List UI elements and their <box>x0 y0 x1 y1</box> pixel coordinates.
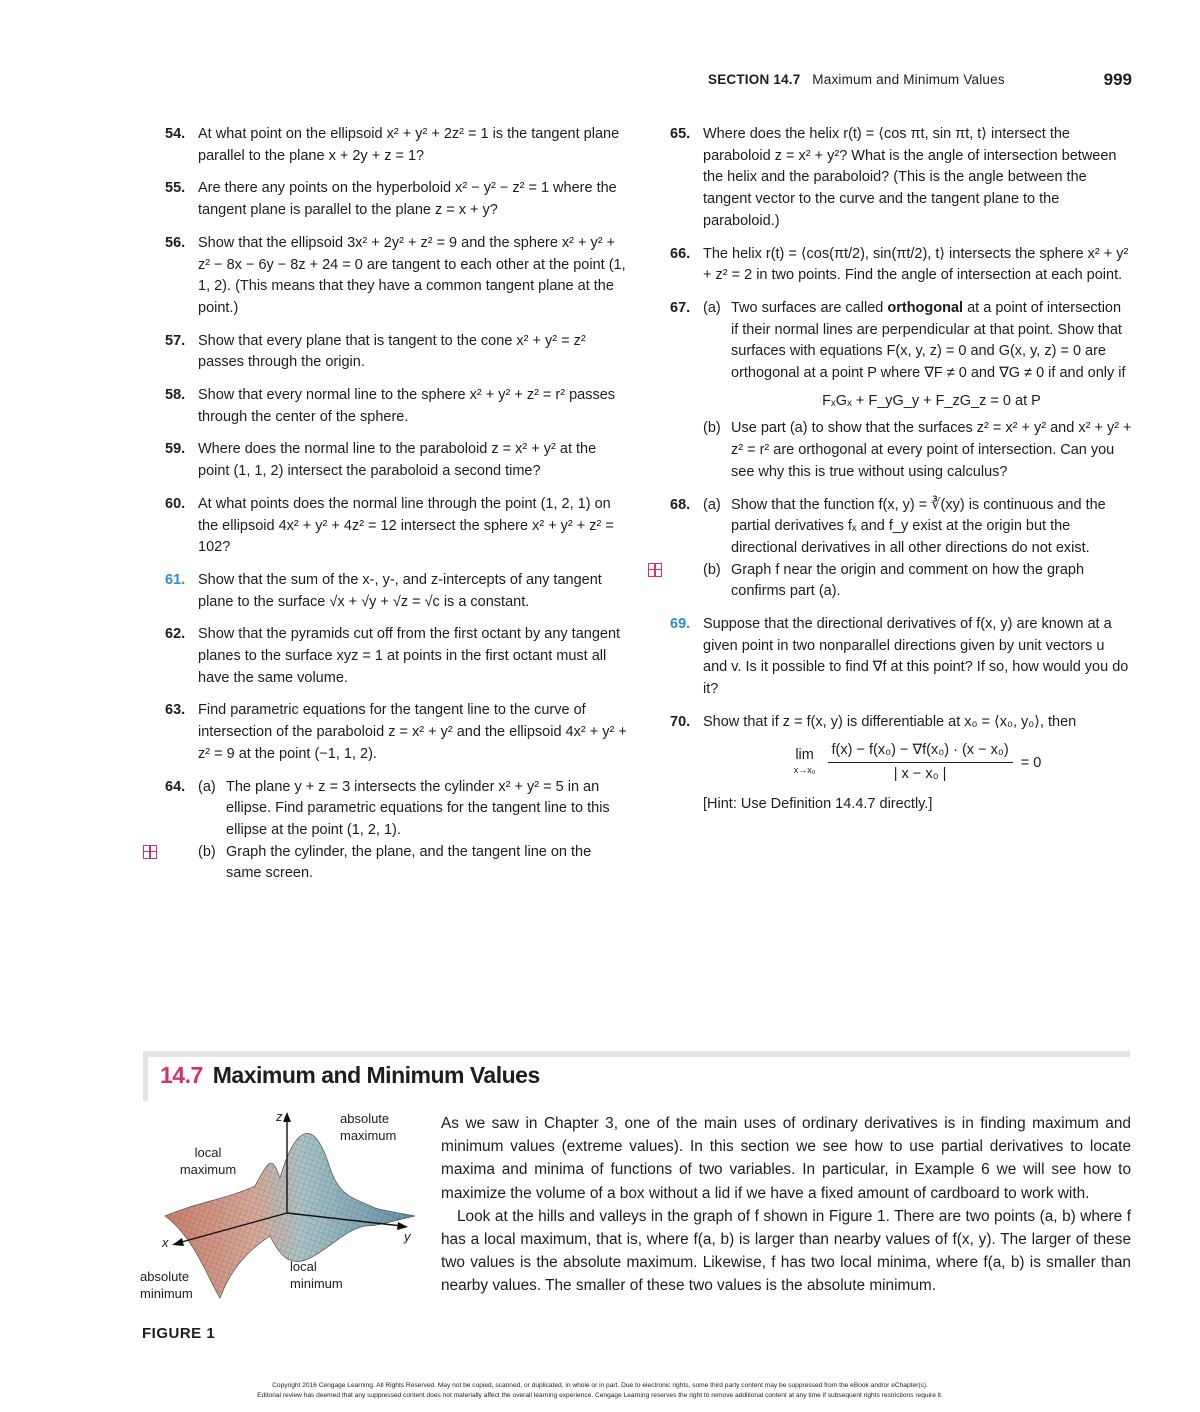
exercise-67-part-b: (b) Use part (a) to show that the surfaces z² = x² + y² and x² + y² + z² = r² are orthogonal at every point of intersection. Can you see why this is true without using calculus? <box>703 420 1132 480</box>
exercise-number: 63. <box>165 702 186 719</box>
exercise-67: 67. (a) Two surfaces are called orthogonal at a point of intersection if their normal lines are perpendicular at that point. Show that surfaces with equations F(x, y, z) = 0 and G(x, y, z) = 0 are orthogonal at a point P where ∇F ≠ 0 and ∇G ≠ 0 if and only if FₓGₓ + F_yG_y + F_zG_z = 0 at P (b) Use part (a) to show that the surfaces z² = x² + y² and x² + y² + z² = r² are orthogonal at every point of intersection. Can you see why this is true without using calculus? <box>670 298 1132 484</box>
exercise-number: 58. <box>165 387 186 404</box>
local-minimum-label: local minimum <box>290 1259 343 1291</box>
hint-text: [Hint: Use Definition 14.4.7 directly.] <box>703 795 933 812</box>
exercise-number: 60. <box>165 495 186 512</box>
x-axis-label: x <box>162 1235 169 1250</box>
exercise-item <box>165 570 630 613</box>
intro-paragraph-2: Look at the hills and valleys in the graph of f shown in Figure 1. There are two points (a, b) where f has a local maximum, that is, where f(a, b) is larger than nearby values of f(x, y). The larger of these two values is the absolute maximum. Likewise, f has two local minima, where f(a, b) is smaller than nearby values. The smaller of these two values is the absolute minimum. <box>441 1207 1131 1295</box>
exercise-66: 66. The helix r(t) = ⟨cos(πt/2), sin(πt/2), t⟩ intersects the sphere x² + y² + z² = 2 in two points. Find the angle of intersection at each point. <box>670 245 1129 284</box>
exercise-68-part-b: (b) Graph f near the origin and comment on how the graph confirms part (a). <box>703 560 1132 603</box>
exercises-left-column <box>165 124 630 896</box>
limit-equation: lim x→x₀ $\frac{\text{f(x) − f(x₀) − ∇f(x₀) · (x − x₀)}}{\text{| x − x₀ |}}$ = 0 <box>703 740 1132 786</box>
exercise-67-part-a: (a) Two surfaces are called orthogonal at a point of intersection if their normal lines are perpendicular at that point. Show that surfaces with equations F(x, y, z) = 0 and G(x, y, z) = 0 are orthogonal at a point P where ∇F ≠ 0 and ∇G ≠ 0 if and only if FₓGₓ + F_yG_y + F_zG_z = 0 at P <box>703 298 1132 413</box>
local-maximum-label: local maximum <box>179 1145 237 1177</box>
orthogonality-condition: FₓGₓ + F_yG_y + F_zG_z = 0 at P <box>822 392 1041 409</box>
exercise-69: 69. Suppose that the directional derivatives of f(x, y) are known at a given point in two nonparallel directions given by unit vectors u and v. Is it possible to find ∇f at this point? If so, how would you do it? <box>670 616 1129 698</box>
exercise-number: 56. <box>165 234 186 251</box>
x-axis-arrow <box>172 1238 184 1246</box>
running-header <box>708 70 1132 92</box>
exercise-item <box>165 124 630 167</box>
exercise-text: Find parametric equations for the tangent line to the curve of intersection of the paraboloid z = x² + y² and the ellipsoid 4x² + y² + z² = 9 at the point (−1, 1, 2). <box>198 702 627 762</box>
exercise-item <box>165 233 630 320</box>
exercise-text: At what points does the normal line through the point (1, 2, 1) on the ellipsoid 4x² + y² + 4z² = 12 intersect the sphere x² + y² + z² = 102? <box>198 495 614 556</box>
graphing-calculator-icon <box>143 845 157 859</box>
section-heading: 14.7 Maximum and Minimum Values <box>160 1062 540 1088</box>
exercise-text: Show that every plane that is tangent to the cone x² + y² = z² passes through the origin. <box>198 332 586 371</box>
exercise-text: Are there any points on the hyperboloid x² − y² − z² = 1 where the tangent plane is parallel to the plane z = x + y? <box>198 180 617 219</box>
exercise-70: 70. Show that if z = f(x, y) is differentiable at x₀ = ⟨x₀, y₀⟩, then lim x→x₀ $\frac{\text{f(x) − f(x₀) − ∇f(x₀) · (x − x₀)}}{\text{| x − x₀ |}}$ = 0 [Hint: Use Definition 14.4.7 directly.] <box>670 712 1132 816</box>
exercise-number: 61. <box>165 571 186 588</box>
figure-caption: FIGURE 1 <box>142 1325 216 1342</box>
exercise-number: 62. <box>165 626 186 643</box>
page-number: 999 <box>1103 70 1132 89</box>
figure-1-surface-plot <box>140 1108 430 1318</box>
exercise-64: 64. (a) The plane y + z = 3 intersects the cylinder x² + y² = 5 in an ellipse. Find parametric equations for the tangent line to this ellipse at the point (1, 2, 1). (b) Graph the cylinder, the plane, and the tangent line on the same screen. <box>165 777 630 886</box>
exercise-text: Show that the sum of the x-, y-, and z-intercepts of any tangent plane to the surface √x + √y + √z = √c is a constant. <box>198 571 602 610</box>
exercise-68-part-a: (a) Show that the function f(x, y) = ∛(xy) is continuous and the partial derivatives fₓ and f_y exist at the origin but the directional derivatives in all other directions do not exist. <box>703 496 1106 556</box>
exercise-text: Where does the normal line to the paraboloid z = x² + y² at the point (1, 1, 2) intersect the paraboloid a second time? <box>198 441 597 480</box>
exercise-item <box>165 700 630 765</box>
exercise-text: Show that every normal line to the sphere x² + y² + z² = r² passes through the center of the sphere. <box>198 387 616 425</box>
exercise-item <box>165 624 630 689</box>
copyright-line-1: Copyright 2016 Cengage Learning. All Rights Reserved. May not be copied, scanned, or duplicated, in whole or in part. Due to electronic rights, some third party content may be suppressed from the eBook and/or eChapter(s). <box>272 1382 928 1389</box>
exercise-64-part-a: (a) The plane y + z = 3 intersects the cylinder x² + y² = 5 in an ellipse. Find parametric equations for the tangent line to this ellipse at the point (1, 2, 1). <box>198 778 610 838</box>
section-header: SECTION 14.7 Maximum and Minimum Values <box>708 72 1005 87</box>
copyright-line-2: Editorial review has deemed that any suppressed content does not materially affect the overall learning experience. Cengage Learning reserves the right to remove additional content at any time if subsequent rights restrictions require it. <box>257 1392 943 1399</box>
absolute-maximum-label: absolute maximum <box>340 1111 397 1143</box>
exercise-68: 68. (a) Show that the function f(x, y) = ∛(xy) is continuous and the partial derivatives fₓ and f_y exist at the origin but the directional derivatives in all other directions do not exist. (b) Graph f near the origin and comment on how the graph confirms part (a). <box>670 495 1132 604</box>
exercise-65: 65. Where does the helix r(t) = ⟨cos πt, sin πt, t⟩ intersect the paraboloid z = x² + y²? What is the angle of intersection between the helix and the paraboloid? (This is the angle between the tangent vector to the curve and the tangent plane to the paraboloid.) <box>670 126 1117 229</box>
section-rule-bar <box>143 1051 148 1101</box>
exercise-item <box>165 178 630 221</box>
exercise-64-part-b: (b) Graph the cylinder, the plane, and the tangent line on the same screen. <box>198 842 630 885</box>
exercise-item <box>165 439 630 482</box>
z-axis-arrow <box>283 1112 291 1122</box>
exercise-list <box>165 124 630 766</box>
exercises-right-column <box>670 124 1132 827</box>
exercise-number: 57. <box>165 332 186 349</box>
z-axis-label: z <box>276 1109 283 1124</box>
exercise-item <box>165 385 630 428</box>
graphing-calculator-icon <box>648 563 662 577</box>
exercise-number: 55. <box>165 180 186 197</box>
intro-paragraph-1: As we saw in Chapter 3, one of the main uses of ordinary derivatives is in finding maximum and minimum values (extreme values). In this section we see how to use partial derivatives to locate maxima and minima of functions of two variables. In particular, in Example 6 we will see how to maximize the volume of a box without a lid if we have a fixed amount of cardboard to work with. <box>441 1115 1131 1202</box>
exercise-item <box>165 331 630 374</box>
exercise-number: 59. <box>165 441 186 458</box>
exercise-text: Show that the pyramids cut off from the first octant by any tangent planes to the surface xyz = 1 at points in the first octant must all have the same volume. <box>198 626 621 686</box>
absolute-minimum-label: absolute minimum <box>140 1269 193 1301</box>
y-axis-label: y <box>404 1229 411 1244</box>
section-intro <box>441 1112 1131 1298</box>
exercise-text: At what point on the ellipsoid x² + y² + 2z² = 1 is the tangent plane parallel to the plane x + 2y + z = 1? <box>198 126 620 164</box>
limit-operator: lim x→x₀ <box>793 747 816 776</box>
exercise-text: Show that the ellipsoid 3x² + 2y² + z² = 9 and the sphere x² + y² + z² − 8x − 6y − 8z + 24 = 0 are tangent to each other at the point (1, 1, 2). (This means that they have a common tangent plane at the point.) <box>198 234 626 316</box>
limit-fraction: $\frac{\text{f(x) − f(x₀) − ∇f(x₀) · (x − x₀)}}{\text{| x − x₀ |}}$ <box>828 740 1013 786</box>
exercise-number: 54. <box>165 126 186 142</box>
exercise-item <box>165 494 630 559</box>
section-rule <box>143 1051 1130 1057</box>
